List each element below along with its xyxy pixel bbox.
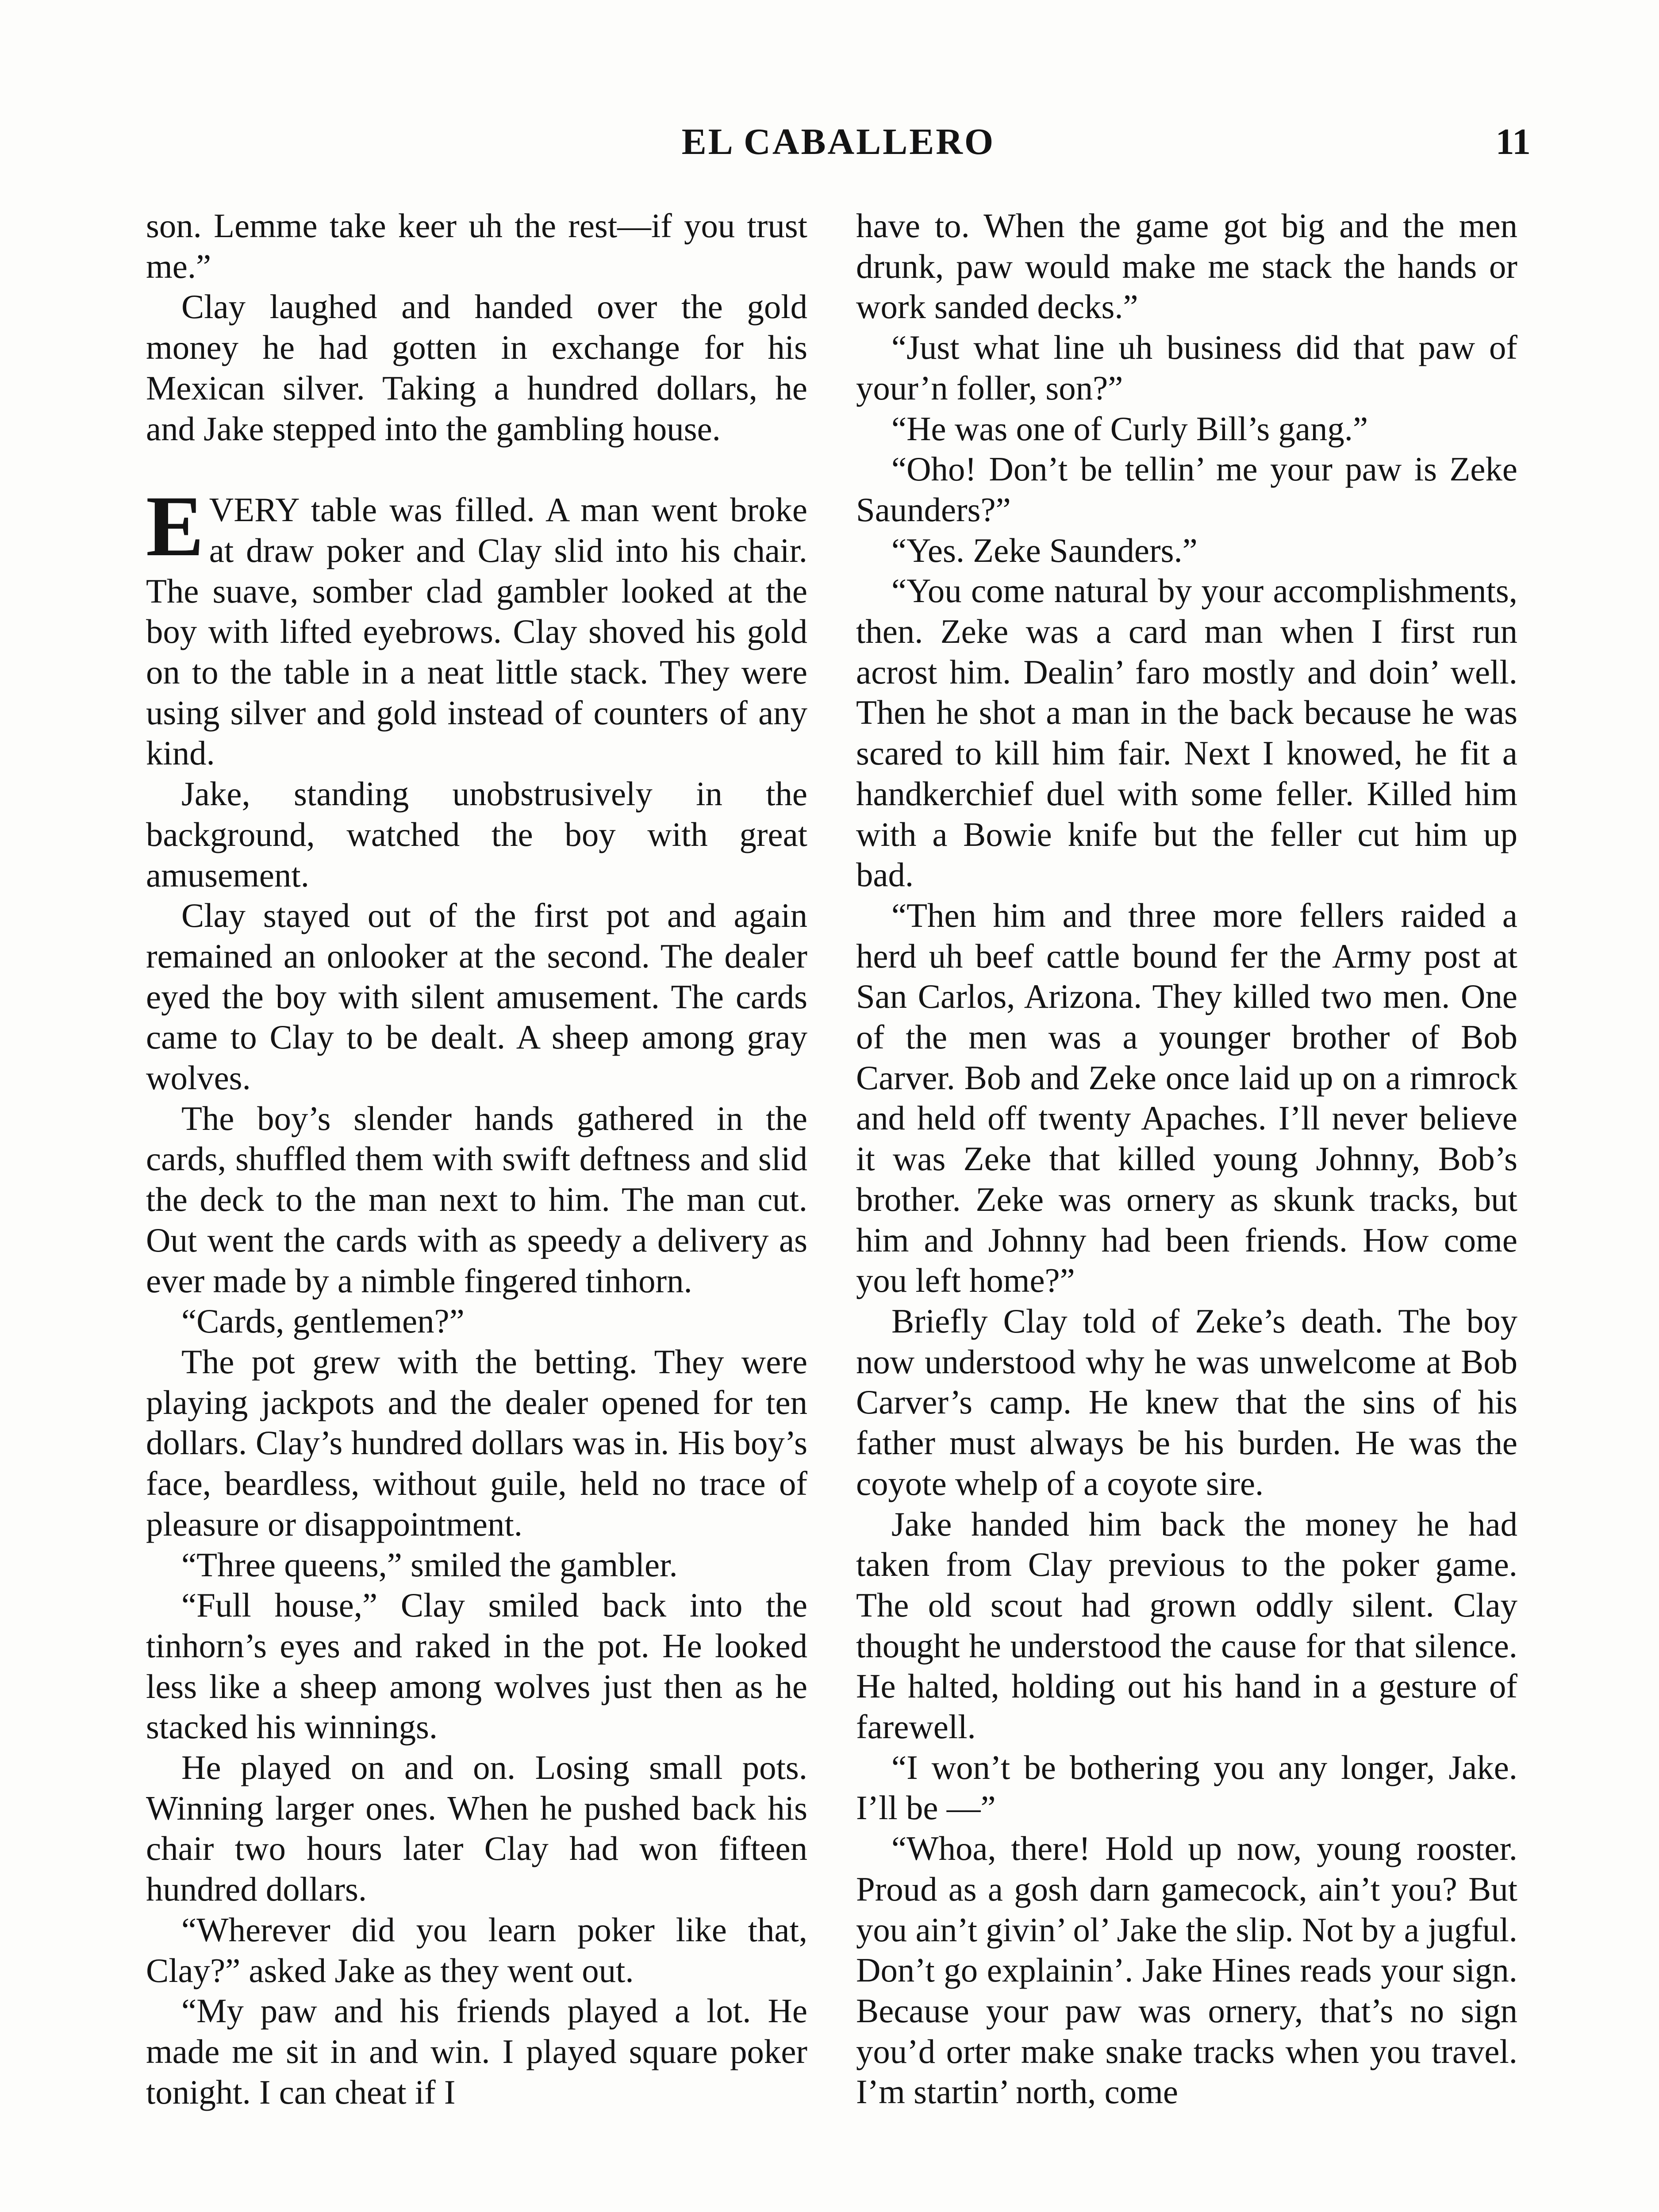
paragraph: The boy’s slender hands gathered in the cards, shuffled them with swift deftness and slid the deck to the man next to him. The man cut. Out went the cards with as speedy a delivery as ever made by a nimble fingered tinhorn. bbox=[146, 1099, 807, 1300]
paragraph: “Just what line uh business did that paw of your’n foller, son?” bbox=[856, 329, 1517, 407]
paragraph: “Oho! Don’t be tellin’ me your paw is Zeke Saunders?” bbox=[856, 450, 1517, 529]
paragraph: Briefly Clay told of Zeke’s death. The boy now understood why he was unwelcome at Bob Carver’s camp. He knew that the sins of his father must always be his burden. He was the coyote whelp of a coyote sire. bbox=[856, 1302, 1517, 1502]
paragraph: “Then him and three more fellers raided a herd uh beef cattle bound fer the Army post at San Carlos, Arizona. They killed two men. One of the men was a younger brother of Bob Carver. Bob and Zeke once laid up on a rimrock and held off twenty Apaches. I’ll never believe it was Zeke that killed young Johnny, Bob’s brother. Zeke was ornery as skunk tracks, but him and Johnny had been friends. How come you left home?” bbox=[856, 896, 1517, 1300]
paragraph: “I won’t be bothering you any longer, Jake. I’ll be —” bbox=[856, 1748, 1517, 1827]
paragraph: He played on and on. Losing small pots. Winning larger ones. When he pushed back his chair two hours later Clay had won fifteen hundred dollars. bbox=[146, 1749, 807, 1909]
paragraph: “Whoa, there! Hold up now, young rooster. Proud as a gosh darn gamecock, ain’t you? But you ain’t givin’ ol’ Jake the slip. Not by a jugful. Don’t go explainin’. Jake Hines reads your sign. Because your paw was ornery, that’s no sign you’d orter make snake tracks when you travel. I’m startin’ north, come bbox=[856, 1830, 1517, 2111]
right-column bbox=[856, 206, 1517, 2112]
paragraph: “Full house,” Clay smiled back into the tinhorn’s eyes and raked in the pot. He looked less like a sheep among wolves just then as he stacked his winnings. bbox=[146, 1586, 807, 1746]
paragraph: Clay stayed out of the first pot and again remained an onlooker at the second. The dealer eyed the boy with silent amusement. The cards came to Clay to be dealt. A sheep among gray wolves. bbox=[146, 897, 807, 1097]
paragraph: The pot grew with the betting. They were playing jackpots and the dealer opened for ten dollars. Clay’s hundred dollars was in. His boy’s face, beardless, without guile, held no trace of pleasure or disappointment. bbox=[146, 1343, 807, 1543]
paragraph: “Cards, gentlemen?” bbox=[181, 1302, 465, 1340]
page-header bbox=[146, 120, 1531, 169]
paragraph: “You come natural by your accomplishments, then. Zeke was a card man when I first run acrost him. Dealin’ faro mostly and doin’ well. Then he shot a man in the back because he was scared to kill him fair. Next I knowed, he fit a handkerchief duel with some feller. Killed him with a Bowie knife but the feller cut him up bad. bbox=[856, 572, 1517, 894]
paragraph: “Wherever did you learn poker like that, Clay?” asked Jake as they went out. bbox=[146, 1911, 807, 1989]
paragraph: “My paw and his friends played a lot. He made me sit in and win. I played square poker tonight. I can cheat if I bbox=[146, 1992, 807, 2111]
paragraph: Clay laughed and handed over the gold money he had gotten in exchange for his Mexican silver. Taking a hundred dollars, he and Jake stepped into the gambling house. bbox=[146, 288, 807, 448]
paragraph: “Three queens,” smiled the gambler. bbox=[181, 1546, 678, 1584]
page-number: 11 bbox=[1495, 121, 1531, 162]
left-column bbox=[146, 206, 807, 2112]
section-opening-paragraph bbox=[146, 478, 807, 774]
paragraph: “He was one of Curly Bill’s gang.” bbox=[891, 410, 1368, 448]
running-title: EL CABALLERO bbox=[681, 121, 995, 162]
paragraph: “Yes. Zeke Saunders.” bbox=[891, 531, 1198, 569]
paragraph: Jake, standing unobstrusively in the background, watched the boy with great amusement. bbox=[146, 775, 807, 894]
drop-cap: E bbox=[146, 478, 204, 575]
paragraph: son. Lemme take keer uh the rest—if you trust me.” bbox=[146, 207, 807, 285]
paragraph: Jake handed him back the money he had taken from Clay previous to the poker game. The old scout had grown oddly silent. Clay thought he understood the cause for that silence. He halted, holding out his hand in a gesture of farewell. bbox=[856, 1505, 1517, 1746]
paragraph-text: VERY table was filled. A man went broke at draw poker and Clay slid into his chair. The suave, somber clad gambler looked at the boy with lifted eyebrows. Clay shoved his gold on to the table in a neat little stack. They were using silver and gold instead of counters of any kind. bbox=[146, 491, 807, 772]
paragraph: have to. When the game got big and the men drunk, paw would make me stack the hands or work sanded decks.” bbox=[856, 207, 1517, 326]
